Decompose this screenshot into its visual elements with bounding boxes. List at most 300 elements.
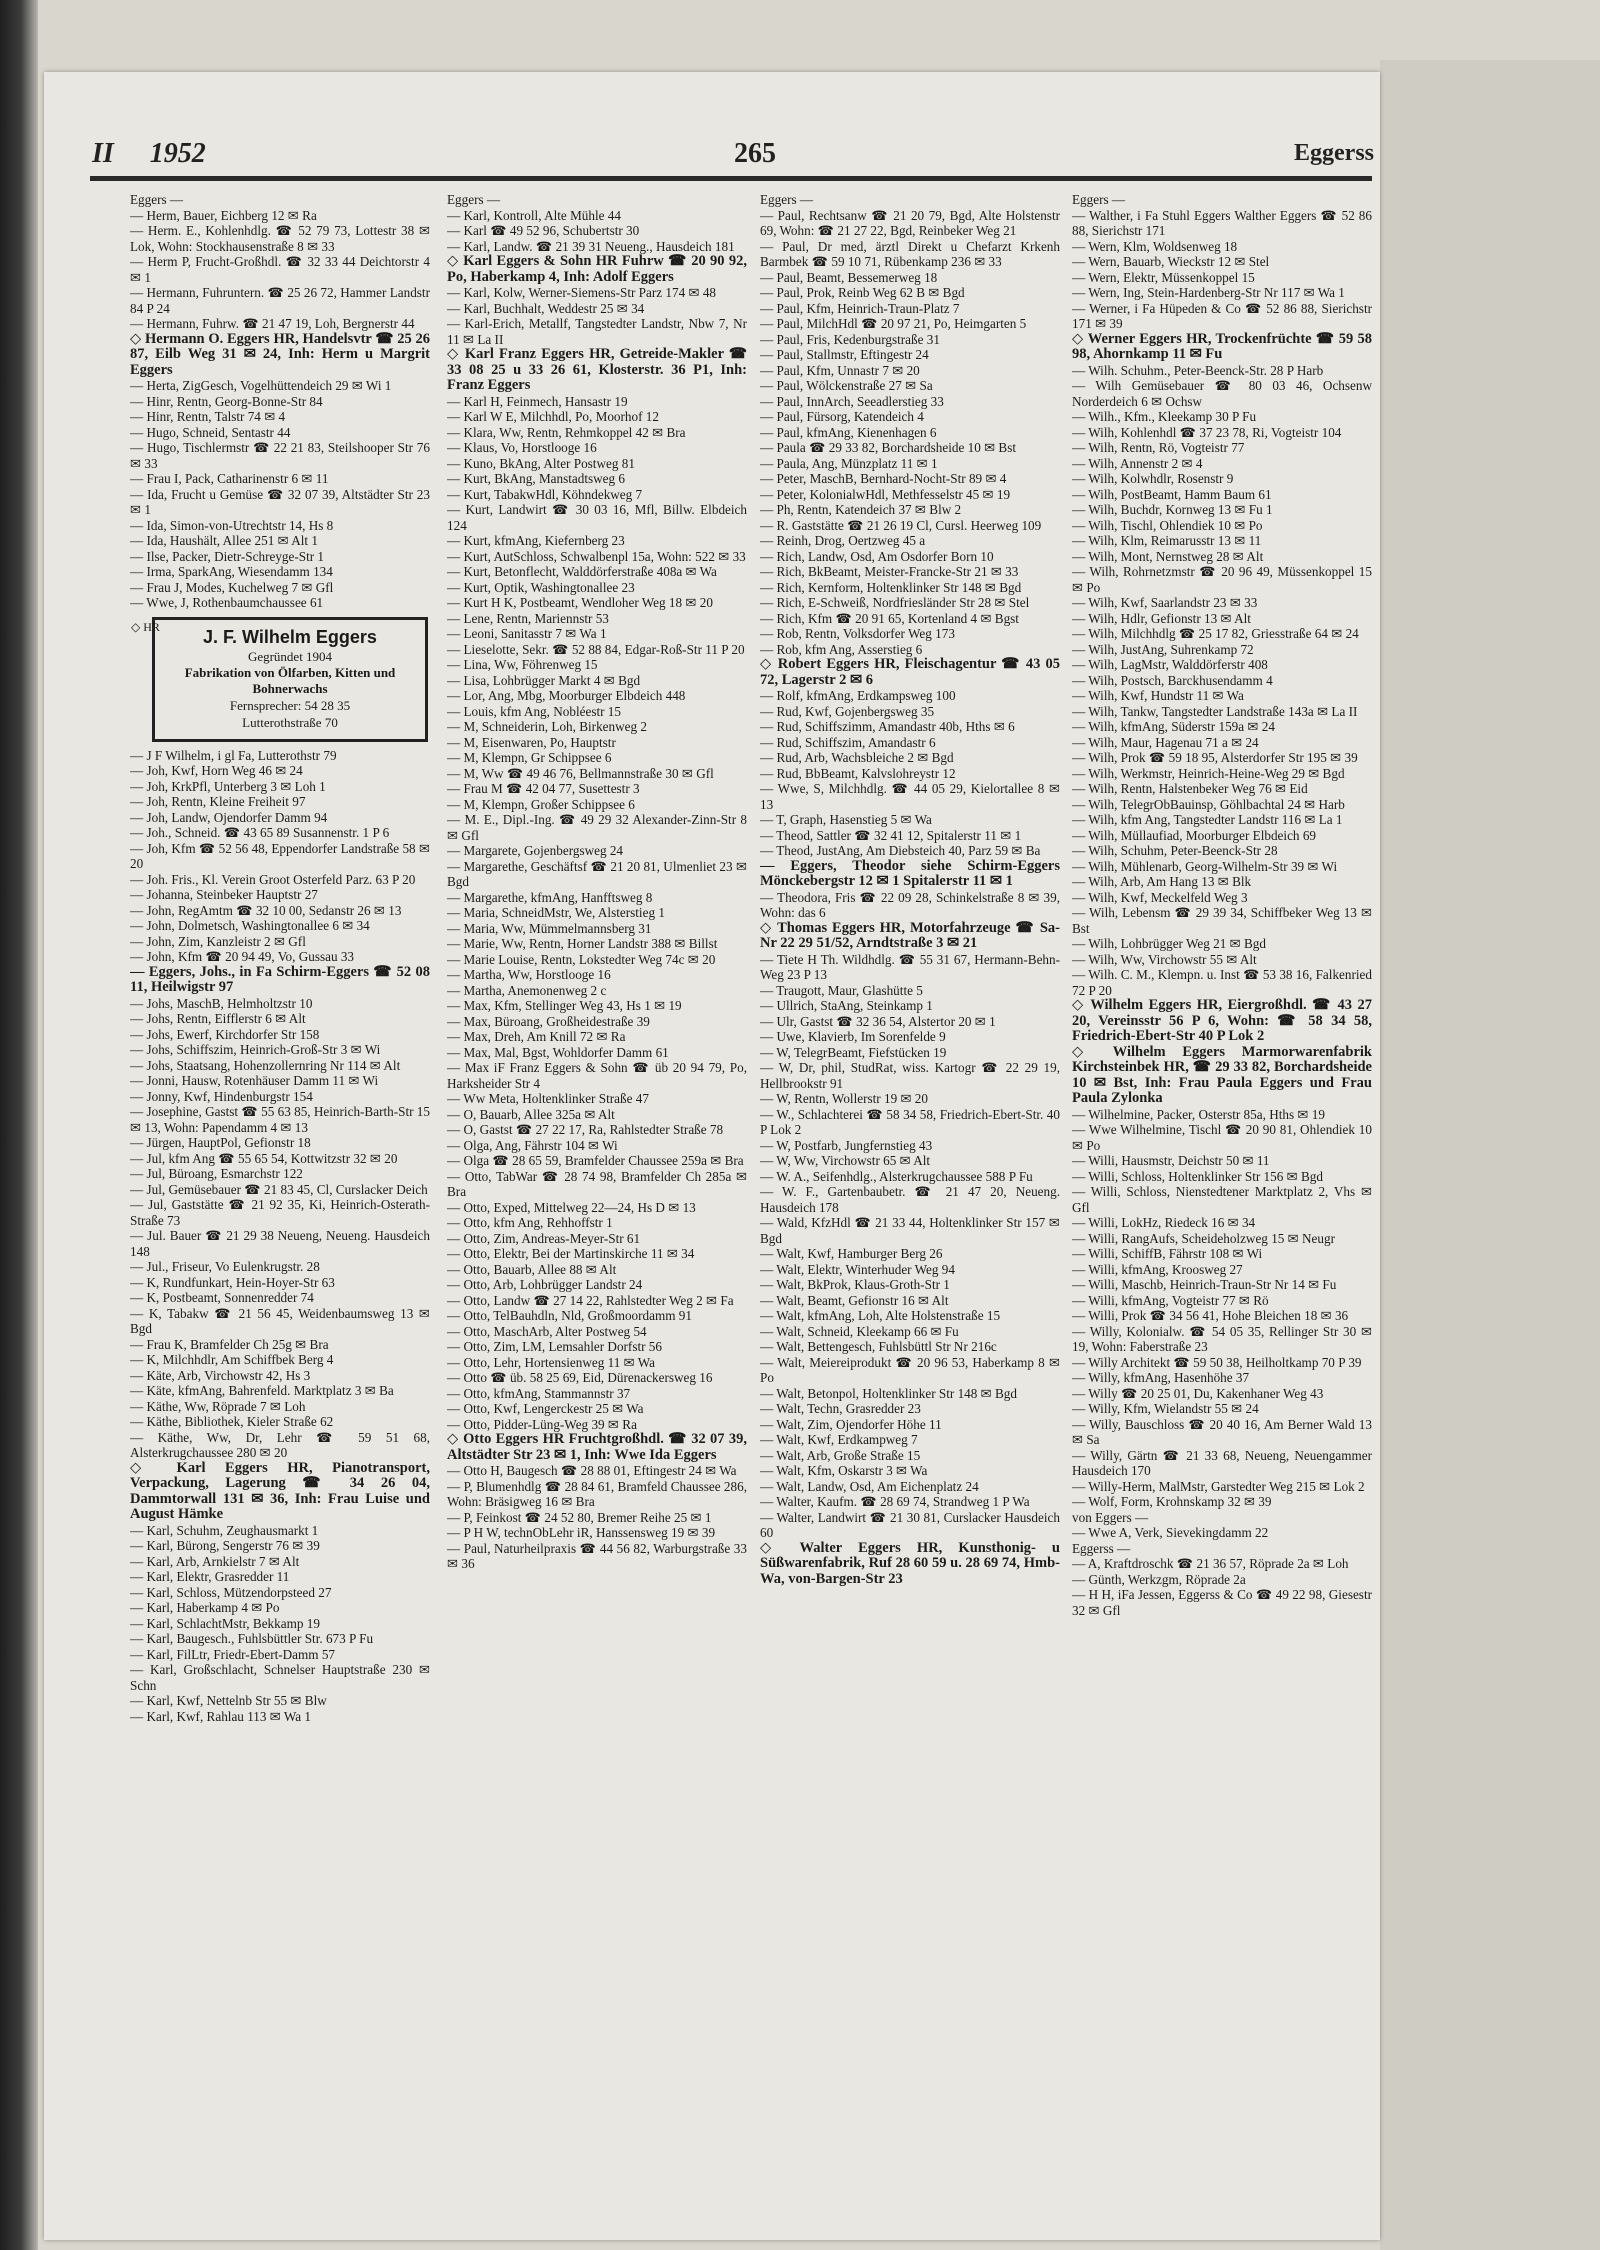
directory-entry: — Wilh, PostBeamt, Hamm Baum 61 [1072, 486, 1272, 502]
ad-address: Lutterothstraße 70 [242, 714, 338, 730]
directory-entry: ◇ Karl Eggers & Sohn HR Fuhrw ☎ 20 90 92, Po, Haberkamp 4, Inh: Adolf Eggers [447, 253, 747, 285]
directory-entry: — Wilh, Klm, Reimarusstr 13 ✉ 11 [1072, 533, 1262, 548]
directory-entry: — Olga ☎ 28 65 59, Bramfelder Chaussee 259a ✉ Bra [447, 1153, 744, 1168]
directory-entry: — Wilh, Rentn, Rö, Vogteistr 77 [1072, 440, 1245, 455]
directory-entry: — Paula, Ang, Münzplatz 11 ✉ 1 [760, 455, 938, 471]
directory-entry: — Karl, Elektr, Grasredder 11 [130, 1569, 290, 1584]
column-4 [1072, 192, 1372, 2172]
directory-entry: — Maria, SchneidMstr, We, Alsterstieg 1 [447, 905, 665, 920]
directory-entry: — Wilh, Schuhm, Peter-Beenck-Str 28 [1072, 843, 1278, 858]
directory-entry: — Willi, LokHz, Riedeck 16 ✉ 34 [1072, 1215, 1256, 1230]
directory-entry: — K, Rundfunkart, Hein-Hoyer-Str 63 [130, 1274, 335, 1290]
directory-entry: — O, Bauarb, Allee 325a ✉ Alt [447, 1106, 615, 1122]
directory-entry: — Willi, Schloss, Holtenklinker Str 156 ✉ Bgd [1072, 1168, 1323, 1184]
directory-entry: — Frau J, Modes, Kuchelweg 7 ✉ Gfl [130, 579, 334, 595]
directory-entry: — W, Ww, Virchowstr 65 ✉ Alt [760, 1153, 931, 1168]
directory-entry: — Wilh, TelegrObBauinsp, Göhlbachtal 24 ✉ Harb [1072, 796, 1345, 812]
directory-entry: — Rud, Schiffszimm, Amandastr 40b, Hths ✉ 6 [760, 719, 1015, 734]
header-rule [90, 176, 1372, 181]
ad-trade: Fabrikation von Ölfarben, Kitten und Bohnerwachs [184, 664, 396, 696]
directory-entry: — H H, iFa Jessen, Eggerss & Co ☎ 49 22 98, Giesestr 32 ✉ Gfl [1072, 1587, 1372, 1618]
directory-entry: — Wilh, Werkmstr, Heinrich-Heine-Weg 29 ✉ Bgd [1072, 765, 1345, 781]
directory-entry: — Wilh, Postsch, Barckhusendamm 4 [1072, 672, 1273, 688]
directory-entry: — Reinh, Drog, Oertzweg 45 a [760, 533, 926, 548]
directory-entry: — Otto, Lehr, Hortensienweg 11 ✉ Wa [447, 1354, 655, 1370]
directory-entry: — Walter, Landwirt ☎ 21 30 81, Curslacker Hausdeich 60 [760, 1509, 1060, 1540]
directory-entry: — Leoni, Sanitasstr 7 ✉ Wa 1 [447, 626, 607, 641]
directory-entry: — Ullrich, StaAng, Steinkamp 1 [760, 998, 933, 1013]
directory-entry: — Ww Meta, Holtenklinker Straße 47 [447, 1091, 649, 1106]
directory-entry: — Ida, Haushält, Allee 251 ✉ Alt 1 [130, 533, 318, 548]
directory-entry: — Karl, SchlachtMstr, Bekkamp 19 [130, 1615, 320, 1631]
directory-entry: — M, Klempn, Gr Schippsee 6 [447, 750, 612, 765]
directory-entry: — Hermann, Fuhruntern. ☎ 25 26 72, Hammer Landstr 84 P 24 [130, 285, 430, 316]
directory-entry: — Kurt, Landwirt ☎ 30 03 16, Mfl, Billw. Elbdeich 124 [447, 502, 747, 533]
directory-entry: — Wilh, Lebensm ☎ 29 39 34, Schiffbeker Weg 13 ✉ Bst [1072, 905, 1372, 936]
directory-entry: — Willy, Kfm, Wielandstr 55 ✉ 24 [1072, 1401, 1259, 1416]
directory-entry: — Otto, Elektr, Bei der Martinskirche 11 ✉ 34 [447, 1246, 695, 1261]
directory-entry: — Wilh, Müllaufiad, Moorburger Elbdeich 69 [1072, 827, 1317, 843]
directory-entry: — Rolf, kfmAng, Erdkampsweg 100 [760, 688, 956, 703]
directory-entry: — Wilh, Lohbrügger Weg 21 ✉ Bgd [1072, 936, 1266, 951]
directory-entry: — Karl-Erich, Metallf, Tangstedter Landstr, Nbw 7, Nr 11 ✉ La II [447, 316, 747, 347]
directory-entry: — Eggers, Johs., in Fa Schirm-Eggers ☎ 52 08 11, Heilwigstr 97 [130, 963, 430, 995]
directory-entry: — Wilh, kfmAng, Süderstr 159a ✉ 24 [1072, 719, 1275, 734]
directory-entry: — T, Graph, Hasenstieg 5 ✉ Wa [760, 812, 932, 827]
directory-entry: — Wilh, Kohlenhdl ☎ 37 23 78, Ri, Vogteistr 104 [1072, 424, 1342, 440]
directory-entry: — Wolf, Form, Krohnskamp 32 ✉ 39 [1072, 1494, 1272, 1509]
directory-entry: — Wilh. Schuhm., Peter-Beenck-Str. 28 P Harb [1072, 362, 1324, 378]
directory-entry: — Rich, BkBeamt, Meister-Francke-Str 21 ✉ 33 [760, 564, 1019, 579]
directory-entry: — W, Rentn, Wollerstr 19 ✉ 20 [760, 1091, 928, 1106]
directory-entry: — Joh, Landw, Ojendorfer Damm 94 [130, 809, 328, 825]
directory-entry: — Paul, Fürsorg, Katendeich 4 [760, 409, 924, 424]
directory-entry: — Margarethe, kfmAng, Hanfftsweg 8 [447, 889, 653, 905]
directory-entry: — Rich, Kfm ☎ 20 91 65, Kortenland 4 ✉ Bgst [760, 610, 1019, 626]
directory-entry: — John, RegAmtm ☎ 32 10 00, Sedanstr 26 ✉ 13 [130, 902, 402, 918]
directory-entry: — Louis, kfm Ang, Nobléestr 15 [447, 703, 621, 719]
directory-entry: — Rich, Kernform, Holtenklinker Str 148 ✉ Bgd [760, 579, 1022, 595]
directory-entry: — Lieselotte, Sekr. ☎ 52 88 84, Edgar-Roß-Str 11 P 20 [447, 641, 745, 657]
directory-entry: — Johs, Ewerf, Kirchdorfer Str 158 [130, 1026, 320, 1042]
directory-entry: — Walt, Beamt, Gefionstr 16 ✉ Alt [760, 1292, 949, 1308]
directory-entry: — K, Milchhdlr, Am Schiffbek Berg 4 [130, 1352, 334, 1367]
directory-entry: — Otto, Arb, Lohbrügger Landstr 24 [447, 1277, 643, 1292]
ad-founded: Gegründet 1904 [247, 648, 333, 664]
directory-entry: — Wilh, LagMstr, Walddörferstr 408 [1072, 657, 1268, 672]
directory-entry: — Wilh, Prok ☎ 59 18 95, Alsterdorfer Str 195 ✉ 39 [1072, 750, 1358, 765]
directory-entry: — Willi, Schloss, Nienstedtener Marktplatz 2, Vhs ✉ Gfl [1072, 1184, 1372, 1215]
directory-entry: — Johs, MaschB, Helmholtzstr 10 [130, 995, 313, 1011]
directory-entry: — Paul, Naturheilpraxis ☎ 44 56 82, Warburgstraße 33 ✉ 36 [447, 1540, 747, 1571]
directory-entry: — Wilh, Mühlenarb, Georg-Wilhelm-Str 39 ✉ Wi [1072, 858, 1338, 874]
directory-entry: — Otto, Exped, Mittelweg 22—24, Hs D ✉ 13 [447, 1199, 696, 1215]
directory-entry: — Willy ☎ 20 25 01, Du, Kakenhaner Weg 43 [1072, 1385, 1324, 1401]
directory-entry: — Martha, Anemonenweg 2 c [447, 982, 607, 998]
directory-entry: — Werner, i Fa Hüpeden & Co ☎ 52 86 88, Sierichstr 171 ✉ 39 [1072, 300, 1372, 331]
directory-entry: — Kurt H K, Postbeamt, Wendloher Weg 18 ✉ 20 [447, 595, 713, 610]
directory-entry: — Jürgen, HauptPol, Gefionstr 18 [130, 1135, 311, 1150]
directory-entry: — Lor, Ang, Mbg, Moorburger Elbdeich 448 [447, 688, 686, 703]
directory-entry: — Theod, Sattler ☎ 32 41 12, Spitalerstr 11 ✉ 1 [760, 827, 1022, 843]
directory-entry: — Martha, Ww, Horstlooge 16 [447, 967, 611, 982]
directory-entry: — Wilh, Buchdr, Kornweg 13 ✉ Fu 1 [1072, 502, 1273, 517]
directory-entry: — M, Ww ☎ 49 46 76, Bellmannstraße 30 ✉ Gfl [447, 765, 714, 781]
directory-entry: — Paul, Prok, Reinb Weg 62 B ✉ Bgd [760, 285, 965, 300]
directory-entry: — W., Schlachterei ☎ 58 34 58, Friedrich-Ebert-Str. 40 P Lok 2 [760, 1106, 1060, 1137]
directory-entry: — Karl, Buchhalt, Weddestr 25 ✉ 34 [447, 300, 645, 316]
directory-entry: — Rich, E-Schweiß, Nordfriesländer Str 28 ✉ Stel [760, 595, 1030, 610]
directory-entry: — Kurt, TabakwHdl, Köhndekweg 7 [447, 486, 643, 502]
page-edge [1380, 60, 1600, 2250]
directory-entry: — Käte, Arb, Virchowstr 42, Hs 3 [130, 1367, 311, 1383]
directory-entry: — John, Zim, Kanzleistr 2 ✉ Gfl [130, 933, 306, 949]
directory-entry: — Otto, TelBauhdln, Nld, Großmoordamm 91 [447, 1308, 692, 1323]
directory-entry: — Herm P, Frucht-Großhdl. ☎ 32 33 44 Deichtorstr 4 ✉ 1 [130, 254, 430, 285]
directory-entry: — A, Kraftdroschk ☎ 21 36 57, Röprade 2a ✉ Loh [1072, 1556, 1349, 1571]
directory-entry: — Willi, kfmAng, Vogteistr 77 ✉ Rö [1072, 1292, 1269, 1308]
directory-entry: — Jul, kfm Ang ☎ 55 65 54, Kottwitzstr 32 ✉ 20 [130, 1150, 398, 1166]
directory-entry: — Willi, SchiffB, Fährstr 108 ✉ Wi [1072, 1246, 1263, 1261]
directory-entry: — Karl, Kontroll, Alte Mühle 44 [447, 207, 621, 223]
directory-entry: ◇ Robert Eggers HR, Fleischagentur ☎ 43 05 72, Lagerstr 2 ✉ 6 [760, 656, 1060, 688]
directory-entry: — Wilh, Annenstr 2 ✉ 4 [1072, 455, 1203, 471]
directory-entry: — Willy, Kolonialw. ☎ 54 05 35, Rellinger Str 30 ✉ 19, Wohn: Faberstraße 23 [1072, 1323, 1372, 1354]
directory-entry: — Karl, Großschlacht, Schnelser Hauptstraße 230 ✉ Schn [130, 1662, 430, 1693]
directory-entry: — M, Klempn, Großer Schippsee 6 [447, 796, 635, 812]
directory-entry: Eggers — [447, 192, 501, 207]
directory-entry: — Karl, Landw. ☎ 21 39 31 Neueng., Hausdeich 181 [447, 238, 735, 254]
directory-entry: — Walther, i Fa Stuhl Eggers Walther Eggers ☎ 52 86 88, Sierichstr 171 [1072, 207, 1372, 238]
directory-entry: — Karl, Kwf, Nettelnb Str 55 ✉ Blw [130, 1693, 327, 1708]
directory-entry: — Karl, Schuhm, Zeughausmarkt 1 [130, 1522, 319, 1538]
directory-entry: — Max, Büroang, Großheidestraße 39 [447, 1013, 650, 1029]
directory-entry: — Otto, kfm Ang, Rehhoffstr 1 [447, 1215, 613, 1230]
directory-entry: — Jul, Gemüsebauer ☎ 21 83 45, Cl, Curslacker Deich [130, 1181, 428, 1197]
directory-entry: — Paul, InnArch, Seeadlerstieg 33 [760, 393, 944, 409]
directory-entry: — Willy Architekt ☎ 59 50 38, Heilholtkamp 70 P 39 [1072, 1354, 1362, 1370]
directory-entry: ◇ Hermann O. Eggers HR, Handelsvtr ☎ 25 26 87, Eilb Weg 31 ✉ 24, Inh: Herm u Margrit Eggers [130, 330, 430, 378]
directory-entry: — Johs, Schiffszim, Heinrich-Groß-Str 3 ✉ Wi [130, 1042, 381, 1057]
directory-entry: — Ulr, Gastst ☎ 32 36 54, Alstertor 20 ✉ 1 [760, 1013, 996, 1029]
directory-entry: — Paul, Kfm, Heinrich-Traun-Platz 7 [760, 300, 960, 316]
directory-entry: — Willy, Bauschloss ☎ 20 40 16, Am Berner Wald 13 ✉ Sa [1072, 1416, 1372, 1447]
directory-entry: — Karl, Schloss, Mützendorpsteed 27 [130, 1584, 332, 1600]
directory-entry: — Paul, Dr med, ärztl Direkt u Chefarzt Krkenh Barmbek ☎ 59 10 71, Rübenkamp 236 ✉ 33 [760, 238, 1060, 269]
directory-entry: — Irma, SparkAng, Wiesendamm 134 [130, 564, 333, 579]
directory-entry: — Otto, TabWar ☎ 28 74 98, Bramfelder Ch 285a ✉ Bra [447, 1168, 747, 1199]
directory-entry: — Wwe, S, Milchhdlg. ☎ 44 05 29, Kielortallee 8 ✉ 13 [760, 781, 1060, 812]
directory-entry: Eggerss — [1072, 1540, 1131, 1556]
directory-entry: — O, Gastst ☎ 27 22 17, Ra, Rahlstedter Straße 78 [447, 1122, 724, 1137]
directory-entry: — Lene, Rentn, Mariennstr 53 [447, 610, 609, 626]
directory-entry: — Paul, kfmAng, Kienenhagen 6 [760, 424, 937, 440]
directory-entry: — Lisa, Lohbrügger Markt 4 ✉ Bgd [447, 672, 641, 688]
directory-entry: — Paul, MilchHdl ☎ 20 97 21, Po, Heimgarten 5 [760, 316, 1027, 331]
directory-entry: — Theodora, Fris ☎ 22 09 28, Schinkelstraße 8 ✉ 39, Wohn: das 6 [760, 889, 1060, 920]
directory-entry: — Paul, Stallmstr, Eftingestr 24 [760, 347, 929, 362]
directory-entry: — Wwe A, Verk, Sievekingdamm 22 [1072, 1525, 1269, 1540]
directory-entry: — Wilh, Hdlr, Gefionstr 13 ✉ Alt [1072, 610, 1251, 626]
directory-entry: — Johs, Rentn, Eifflerstr 6 ✉ Alt [130, 1011, 306, 1026]
directory-entry: ◇ Werner Eggers HR, Trockenfrüchte ☎ 59 58 98, Ahornkamp 11 ✉ Fu [1072, 330, 1372, 362]
directory-entry: — Paul, Fris, Kedenburgstraße 31 [760, 331, 940, 347]
directory-entry: — Käthe, Bibliothek, Kieler Straße 62 [130, 1414, 334, 1429]
directory-entry: — Walt, Zim, Ojendorfer Höhe 11 [760, 1416, 942, 1432]
directory-entry: Eggers — [760, 192, 814, 207]
directory-entry: — Karl ☎ 49 52 96, Schubertstr 30 [447, 223, 640, 238]
directory-entry: — Walt, Meiereiprodukt ☎ 20 96 53, Haberkamp 8 ✉ Po [760, 1354, 1060, 1385]
directory-entry: — Walt, Arb, Große Straße 15 [760, 1447, 921, 1463]
directory-entry: — Jonni, Hausw, Rotenhäuser Damm 11 ✉ Wi [130, 1073, 379, 1088]
directory-entry: — Walt, Bettengesch, Fuhlsbüttl Str Nr 216c [760, 1339, 997, 1354]
directory-entry: — Otto, Zim, LM, Lemsahler Dorfstr 56 [447, 1339, 662, 1354]
directory-entry: — Willy, Gärtn ☎ 21 33 68, Neueng, Neuengammer Hausdeich 170 [1072, 1447, 1372, 1478]
directory-entry: — Joh, Kwf, Horn Weg 46 ✉ 24 [130, 763, 303, 778]
directory-entry: — Willy, kfmAng, Hasenhöhe 37 [1072, 1370, 1250, 1385]
directory-entry: — Otto, Bauarb, Allee 88 ✉ Alt [447, 1261, 617, 1277]
directory-entry: — Ilse, Packer, Dietr-Schreyge-Str 1 [130, 548, 325, 564]
directory-entry: — Walt, Techn, Grasredder 23 [760, 1401, 921, 1416]
directory-entry: — Theod, JustAng, Am Diebsteich 40, Parz 59 ✉ Ba [760, 843, 1041, 858]
directory-entry: — Wilh, Milchhdlg ☎ 25 17 82, Griesstraße 64 ✉ 24 [1072, 626, 1359, 641]
directory-entry: — J F Wilhelm, i gl Fa, Lutterothstr 79 [130, 747, 337, 763]
directory-entry: — Wilh. C. M., Klempn. u. Inst ☎ 53 38 16, Falkenried 72 P 20 [1072, 967, 1372, 998]
directory-entry: — Hugo, Tischlermstr ☎ 22 21 83, Steilshooper Str 76 ✉ 33 [130, 440, 430, 471]
directory-entry: — Karl H, Feinmech, Hansastr 19 [447, 393, 628, 409]
directory-entry: — Willi, RangAufs, Scheideholzweg 15 ✉ Neugr [1072, 1230, 1335, 1246]
directory-entry: — K, Tabakw ☎ 21 56 45, Weidenbaumsweg 13 ✉ Bgd [130, 1305, 430, 1336]
directory-entry: — Wilh, Kwf, Saarlandstr 23 ✉ 33 [1072, 595, 1258, 610]
header-part: II [92, 138, 114, 169]
directory-entry: Eggers — [1072, 192, 1126, 207]
directory-entry: — Wilh, kfm Ang, Tangstedter Landstr 116 ✉ La 1 [1072, 812, 1343, 827]
directory-entry: — Ida, Frucht u Gemüse ☎ 32 07 39, Altstädter Str 23 ✉ 1 [130, 486, 430, 517]
directory-entry: Eggers — [130, 192, 184, 207]
directory-entry: — M. E., Dipl.-Ing. ☎ 49 29 32 Alexander-Zinn-Str 8 ✉ Gfl [447, 812, 747, 843]
directory-entry: — Wilhelmine, Packer, Osterstr 85a, Hths ✉ 19 [1072, 1106, 1325, 1122]
directory-entry: — Wern, Ing, Stein-Hardenberg-Str Nr 117 ✉ Wa 1 [1072, 285, 1345, 300]
directory-entry: — Karl, Bürong, Sengerstr 76 ✉ 39 [130, 1538, 320, 1553]
directory-entry: — Rud, BbBeamt, Kalvslohreystr 12 [760, 765, 956, 781]
directory-entry: — Margarethe, Geschäftsf ☎ 21 20 81, Ulmenliet 23 ✉ Bgd [447, 858, 747, 889]
directory-entry: — Joh, Kfm ☎ 52 56 48, Eppendorfer Landstraße 58 ✉ 20 [130, 840, 430, 871]
directory-entry: — Joh, Rentn, Kleine Freiheit 97 [130, 794, 306, 809]
directory-entry: — R. Gaststätte ☎ 21 26 19 Cl, Cursl. Heerweg 109 [760, 517, 1042, 533]
directory-entry: — Herm, Bauer, Eichberg 12 ✉ Ra [130, 207, 317, 223]
directory-entry: — Jul, Büroang, Esmarchstr 122 [130, 1166, 303, 1181]
column-1 [130, 192, 430, 2172]
header-part-year [92, 138, 206, 170]
directory-entry: — Wilh, Ww, Virchowstr 55 ✉ Alt [1072, 951, 1257, 967]
directory-entry: — Ph, Rentn, Katendeich 37 ✉ Blw 2 [760, 502, 962, 517]
directory-entry: — Willi, Prok ☎ 34 56 41, Hohe Bleichen 18 ✉ 36 [1072, 1308, 1349, 1323]
directory-entry: — Ida, Simon-von-Utrechtstr 14, Hs 8 [130, 517, 334, 533]
directory-entry: — Frau I, Pack, Catharinenstr 6 ✉ 11 [130, 471, 329, 486]
directory-entry: — Willy-Herm, MalMstr, Garstedter Weg 215 ✉ Lok 2 [1072, 1478, 1365, 1494]
directory-entry: — Hinr, Rentn, Talstr 74 ✉ 4 [130, 409, 286, 424]
directory-entry: — Kurt, Optik, Washingtonallee 23 [447, 579, 635, 595]
directory-entry: — Willi, Hausmstr, Deichstr 50 ✉ 11 [1072, 1153, 1270, 1168]
directory-entry: — Peter, KolonialwHdl, Methfesselstr 45 ✉ 19 [760, 486, 1011, 502]
directory-entry: — Kurt, Betonflecht, Walddörferstraße 408a ✉ Wa [447, 564, 717, 579]
directory-entry: — Margarete, Gojenbergsweg 24 [447, 843, 624, 858]
directory-entry: — Jul. Bauer ☎ 21 29 38 Neueng, Neueng. Hausdeich 148 [130, 1228, 430, 1259]
directory-entry: — Wilh, Rentn, Halstenbeker Weg 76 ✉ Eid [1072, 781, 1308, 796]
directory-entry: — Wilh., Kfm., Kleekamp 30 P Fu [1072, 409, 1257, 424]
directory-entry: — Wald, KfzHdl ☎ 21 33 44, Holtenklinker Str 157 ✉ Bgd [760, 1215, 1060, 1246]
directory-entry: — Jonny, Kwf, Hindenburgstr 154 [130, 1088, 313, 1104]
directory-entry: — W, TelegrBeamt, Fiefstücken 19 [760, 1044, 947, 1060]
directory-entry: — Marie Louise, Rentn, Lokstedter Weg 74c ✉ 20 [447, 951, 716, 967]
directory-entry: — Jul., Friseur, Vo Eulenkrugstr. 28 [130, 1259, 320, 1274]
directory-entry: — Otto, Kwf, Lengerckestr 25 ✉ Wa [447, 1401, 644, 1416]
directory-entry: — Klaus, Vo, Horstlooge 16 [447, 440, 597, 455]
directory-entry: ◇ Thomas Eggers HR, Motorfahrzeuge ☎ Sa-Nr 22 29 51/52, Arndtstraße 3 ✉ 21 [760, 919, 1060, 951]
directory-entry: — Joh. Fris., Kl. Verein Groot Osterfeld Parz. 63 P 20 [130, 871, 416, 887]
directory-entry: — John, Kfm ☎ 20 94 49, Vo, Gussau 33 [130, 949, 355, 964]
directory-entry: — M, Schneiderin, Loh, Birkenweg 2 [447, 719, 647, 734]
directory-entry: — Max, Kfm, Stellinger Weg 43, Hs 1 ✉ 19 [447, 998, 682, 1013]
directory-entry: — Karl, Kolw, Werner-Siemens-Str Parz 174 ✉ 48 [447, 285, 717, 300]
directory-entry: — Maria, Ww, Mümmelmannsberg 31 [447, 920, 652, 936]
directory-entry: — Walt, Kfm, Oskarstr 3 ✉ Wa [760, 1463, 928, 1478]
directory-entry: — Wilh, Kolwhdlr, Rosenstr 9 [1072, 471, 1234, 486]
directory-entry: — Otto, kfmAng, Stammannstr 37 [447, 1385, 631, 1401]
running-head: Eggerss [1294, 140, 1374, 166]
directory-entry: — Wilh, Tankw, Tangstedter Landstraße 143a ✉ La II [1072, 703, 1358, 719]
directory-entry: — W. F., Gartenbaubetr. ☎ 21 47 20, Neueng. Hausdeich 178 [760, 1184, 1060, 1215]
directory-entry: — Frau M ☎ 42 04 77, Susettestr 3 [447, 781, 640, 796]
ad-company-name: J. F. Wilhelm Eggers [203, 626, 377, 647]
directory-entry: — Paul, Wölckenstraße 27 ✉ Sa [760, 378, 933, 393]
directory-entry: — Willi, Maschb, Heinrich-Traun-Str Nr 14 ✉ Fu [1072, 1277, 1337, 1292]
directory-entry: — P, Feinkost ☎ 24 52 80, Bremer Reihe 25 ✉ 1 [447, 1509, 712, 1525]
directory-entry: — Walt, kfmAng, Loh, Alte Holstenstraße 15 [760, 1308, 1001, 1323]
directory-entry: — Karl W E, Milchhdl, Po, Moorhof 12 [447, 409, 659, 424]
directory-entry: — Klara, Ww, Rentn, Rehmkoppel 42 ✉ Bra [447, 424, 686, 440]
directory-entry: — Tiete H Th. Wildhdlg. ☎ 55 31 67, Hermann-Behn-Weg 23 P 13 [760, 951, 1060, 982]
directory-entry: — Wilh, JustAng, Suhrenkamp 72 [1072, 641, 1254, 657]
directory-entry: — Otto H, Baugesch ☎ 28 88 01, Eftingestr 24 ✉ Wa [447, 1463, 737, 1478]
directory-entry: — Wern, Elektr, Müssenkoppel 15 [1072, 269, 1255, 285]
directory-entry: — Max iF Franz Eggers & Sohn ☎ üb 20 94 79, Po, Harksheider Str 4 [447, 1060, 747, 1091]
directory-entry: — Günth, Werkzgm, Röprade 2a [1072, 1571, 1246, 1587]
directory-entry: — Wilh, Arb, Am Hang 13 ✉ Blk [1072, 874, 1252, 889]
directory-entry: — Rich, Landw, Osd, Am Osdorfer Born 10 [760, 548, 994, 564]
directory-entry: — W. A., Seifenhdlg., Alsterkrugchaussee 588 P Fu [760, 1168, 1033, 1184]
directory-entry: — Wern, Bauarb, Wieckstr 12 ✉ Stel [1072, 254, 1270, 269]
directory-entry: ◇ Walter Eggers HR, Kunsthonig- u Süßwarenfabrik, Ruf 28 60 59 u. 28 69 74, Hmb-Wa, von-Bargen-Str 23 [760, 1539, 1060, 1587]
directory-entry: — Rud, Schiffszim, Amandastr 6 [760, 734, 936, 750]
directory-entry: — Rud, Kwf, Gojenbergsweg 35 [760, 703, 935, 719]
directory-entry: — Wilh, Kwf, Hundstr 11 ✉ Wa [1072, 688, 1244, 703]
directory-entry: — Wilh, Kwf, Meckelfeld Weg 3 [1072, 889, 1248, 905]
directory-entry: von Eggers — [1072, 1509, 1149, 1525]
directory-entry: — P H W, technObLehr iR, Hanssensweg 19 ✉ 39 [447, 1525, 716, 1540]
directory-entry: — K, Postbeamt, Sonnenredder 74 [130, 1290, 314, 1305]
directory-entry: — Walt, Schneid, Kleekamp 66 ✉ Fu [760, 1323, 959, 1339]
directory-entry: — Walt, BkProk, Klaus-Groth-Str 1 [760, 1277, 950, 1292]
directory-entry: — W, Dr, phil, StudRat, wiss. Kartogr ☎ 22 29 19, Hellbrookstr 91 [760, 1060, 1060, 1091]
directory-entry: — Jul, Gaststätte ☎ 21 92 35, Ki, Heinrich-Osterath-Straße 73 [130, 1197, 430, 1228]
directory-entry: — Karl, Kwf, Rahlau 113 ✉ Wa 1 [130, 1708, 312, 1724]
directory-entry: — Käthe, Ww, Dr, Lehr ☎ 59 51 68, Alsterkrugchaussee 280 ✉ 20 [130, 1429, 430, 1460]
ad-marker: ◇ HR [131, 619, 160, 634]
directory-entry: — Otto, Pidder-Lüng-Weg 39 ✉ Ra [447, 1416, 637, 1432]
directory-entry: — Wilh Gemüsebauer ☎ 80 03 46, Ochsenw Norderdeich 6 ✉ Ochsw [1072, 378, 1372, 409]
page-number: 265 [734, 138, 776, 169]
directory-entry: — Johs, Staatsang, Hohenzollernring Nr 114 ✉ Alt [130, 1057, 401, 1073]
directory-entry: — Max, Mal, Bgst, Wohldorfer Damm 61 [447, 1044, 669, 1060]
directory-entry: — Paula ☎ 29 33 82, Borchardsheide 10 ✉ Bst [760, 440, 1017, 455]
directory-entry: — Wilh, Maur, Hagenau 71 a ✉ 24 [1072, 734, 1259, 750]
directory-entry: — Walter, Kaufm. ☎ 28 69 74, Strandweg 1 P Wa [760, 1494, 1030, 1509]
directory-entry: — Herta, ZigGesch, Vogelhüttendeich 29 ✉ Wi 1 [130, 378, 392, 393]
directory-entry: — Johanna, Steinbeker Hauptstr 27 [130, 887, 318, 902]
directory-entry: — Rob, kfm Ang, Asserstieg 6 [760, 641, 923, 657]
directory-entry: — Olga, Ang, Fährstr 104 ✉ Wi [447, 1137, 618, 1153]
scanner-border [0, 0, 38, 2250]
column-2 [447, 192, 747, 2172]
directory-entry: — Walt, Kwf, Hamburger Berg 26 [760, 1246, 943, 1261]
directory-entry: — Wilh, Rohrnetzmstr ☎ 20 96 49, Müssenkoppel 15 ✉ Po [1072, 564, 1372, 595]
directory-entry: — Paul, Kfm, Unnastr 7 ✉ 20 [760, 362, 920, 378]
directory-entry: — Karl, Haberkamp 4 ✉ Po [130, 1600, 280, 1615]
directory-entry: — Otto, Landw ☎ 27 14 22, Rahlstedter Weg 2 ✉ Fa [447, 1292, 734, 1308]
directory-entry: — Rob, Rentn, Volksdorfer Weg 173 [760, 626, 955, 641]
directory-entry: — Joh, KrkPfl, Unterberg 3 ✉ Loh 1 [130, 778, 326, 794]
directory-entry: — Otto, Zim, Andreas-Meyer-Str 61 [447, 1230, 641, 1246]
directory-entry: — Walt, Landw, Osd, Am Eichenplatz 24 [760, 1478, 979, 1494]
directory-entry: — Wern, Klm, Woldsenweg 18 [1072, 238, 1238, 254]
directory-entry: — Kuno, BkAng, Alter Postweg 81 [447, 455, 635, 471]
advertisement-box [131, 617, 428, 742]
directory-entry: — Wwe Wilhelmine, Tischl ☎ 20 90 81, Ohlendiek 10 ✉ Po [1072, 1122, 1372, 1153]
ad-phone: Fernsprecher: 54 28 35 [229, 697, 351, 713]
directory-entry: — Lina, Ww, Föhrenweg 15 [447, 657, 598, 672]
directory-entry: — Kurt, AutSchloss, Schwalbenpl 15a, Wohn: 522 ✉ 33 [447, 548, 746, 564]
directory-entry: — Max, Dreh, Am Knill 72 ✉ Ra [447, 1029, 626, 1044]
directory-entry: — Walt, Kwf, Erdkampweg 7 [760, 1432, 918, 1447]
directory-entry: — P, Blumenhdlg ☎ 28 84 61, Bramfeld Chaussee 286, Wohn: Bräsigweg 16 ✉ Bra [447, 1478, 747, 1509]
directory-entry: ◇ Wilhelm Eggers Marmorwarenfabrik Kirchsteinbek HR, ☎ 29 33 82, Borchardsheide 10 ✉ Bst, Inh: Frau Paula Eggers und Frau Paula Zylonka [1072, 1043, 1372, 1106]
directory-entry: — Walt, Betonpol, Holtenklinker Str 148 ✉ Bgd [760, 1385, 1017, 1401]
directory-entry: — Frau K, Bramfelder Ch 25g ✉ Bra [130, 1336, 329, 1352]
directory-entry: — John, Dolmetsch, Washingtonallee 6 ✉ 34 [130, 918, 370, 933]
directory-entry: — Peter, MaschB, Bernhard-Nocht-Str 89 ✉ 4 [760, 471, 1007, 486]
directory-entry: — Paul, Beamt, Bessemerweg 18 [760, 269, 938, 285]
directory-entry: — Wilh, Mont, Nernstweg 28 ✉ Alt [1072, 548, 1264, 564]
directory-entry: ◇ Karl Eggers HR, Pianotransport, Verpackung, Lagerung ☎ 34 26 04, Dammtorwall 131 ✉ 36, Inh: Frau Luise und August Hämke [130, 1459, 430, 1522]
directory-entry: — Joh., Schneid. ☎ 43 65 89 Susannenstr. 1 P 6 [130, 825, 390, 840]
directory-entry: — W, Postfarb, Jungfernstieg 43 [760, 1137, 933, 1153]
directory-entry: — Traugott, Maur, Glashütte 5 [760, 982, 923, 998]
directory-entry: — Käthe, Ww, Röprade 7 ✉ Loh [130, 1398, 306, 1414]
directory-entry: — Kurt, kfmAng, Kiefernberg 23 [447, 533, 625, 548]
directory-entry: — Paul, Rechtsanw ☎ 21 20 79, Bgd, Alte Holstenstr 69, Wohn: ☎ 21 27 22, Bgd, Reinbeker Weg 21 [760, 207, 1060, 238]
directory-entry: — Wilh, Tischl, Ohlendiek 10 ✉ Po [1072, 517, 1263, 533]
directory-entry: — Karl, Baugesch., Fuhlsbüttler Str. 673 P Fu [130, 1631, 374, 1646]
directory-entry: — Wwe, J, Rothenbaumchaussee 61 [130, 595, 324, 610]
directory-entry: — Josephine, Gastst ☎ 55 63 85, Heinrich-Barth-Str 15 ✉ 13, Wohn: Papendamm 4 ✉ 13 [130, 1104, 430, 1135]
directory-entry: — Kurt, BkAng, Manstadtsweg 6 [447, 471, 626, 486]
directory-entry: — Rud, Arb, Wachsbleiche 2 ✉ Bgd [760, 750, 954, 765]
column-3 [760, 192, 1060, 2172]
directory-entry: ◇ Otto Eggers HR Fruchtgroßhdl. ☎ 32 07 39, Altstädter Str 23 ✉ 1, Inh: Wwe Ida Eggers [447, 1431, 747, 1463]
directory-entry: — Walt, Elektr, Winterhuder Weg 94 [760, 1261, 955, 1277]
directory-entry: — Otto ☎ üb. 58 25 69, Eid, Dürenackersweg 16 [447, 1370, 713, 1385]
